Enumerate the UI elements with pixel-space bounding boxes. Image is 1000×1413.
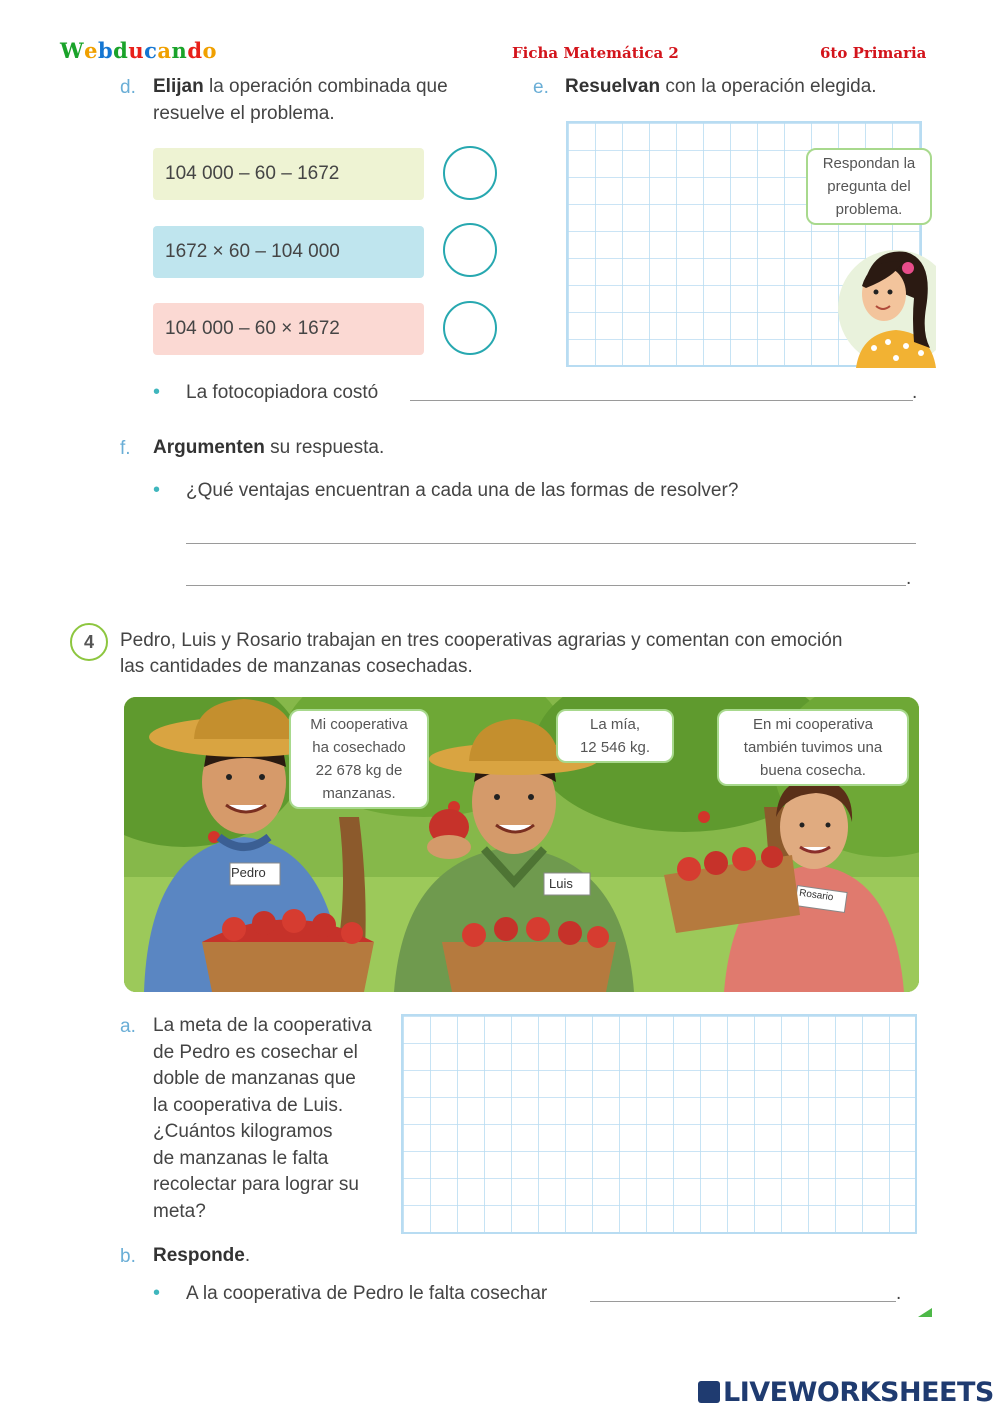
section-e-verb: Resuelvan <box>565 76 661 97</box>
brand-letter: u <box>128 38 145 63</box>
fotocopiadora-answer-line[interactable] <box>410 400 913 401</box>
girl-illustration <box>826 238 936 368</box>
liveworksheets-icon <box>698 1381 720 1403</box>
cooperativas-illustration <box>124 697 919 992</box>
section-b-letter: b. <box>120 1246 136 1267</box>
brand-letter: c <box>144 38 158 63</box>
section-a-letter: a. <box>120 1016 136 1037</box>
ventajas-question: ¿Qué ventajas encuentran a cada una de las formas de resolver? <box>186 480 739 501</box>
section-b-instruction <box>153 1243 250 1269</box>
bubble-pedro-line-2: ha cosechado <box>312 739 406 756</box>
bubble-rosario-line-1: En mi cooperativa <box>752 716 874 733</box>
liveworksheets-text: LIVEWORKSHEETS <box>723 1377 994 1408</box>
section-d-letter: d. <box>120 77 136 98</box>
speech-bubble-rosario <box>717 709 909 786</box>
brand-letter: a <box>157 38 172 63</box>
bubble-girl-line-1: Respondan la <box>822 155 916 172</box>
brand-logo <box>60 38 217 63</box>
bubble-girl-line-2: pregunta del <box>827 178 911 195</box>
problem4-line-2: las cantidades de manzanas cosechadas. <box>120 656 473 677</box>
bubble-pedro-line-1: Mi cooperativa <box>310 716 408 733</box>
bullet-responde: • <box>153 1282 161 1304</box>
section-a-line-2: de Pedro es cosechar el <box>153 1041 358 1063</box>
section-e-instruction <box>565 74 877 100</box>
bullet-fotocopiadora: • <box>153 381 161 403</box>
section-e-letter: e. <box>533 77 549 98</box>
section-f-verb: Argumenten <box>153 437 265 458</box>
ventajas-answer-line-2[interactable] <box>186 585 906 586</box>
choice-circle-1[interactable] <box>443 146 497 200</box>
brand-letter: d <box>113 38 129 63</box>
section-a-question <box>153 1013 398 1225</box>
section-a-line-4: la cooperativa de Luis. <box>153 1094 344 1116</box>
bubble-pedro-line-4: manzanas. <box>322 785 396 802</box>
brand-letter: e <box>84 38 98 63</box>
name-tag-rosario: Rosario <box>798 887 835 904</box>
problem4-line-1: Pedro, Luis y Rosario trabajan en tres cooperativas agrarias y comentan con emoción <box>120 630 843 651</box>
liveworksheets-logo <box>698 1377 994 1408</box>
speech-bubble-luis <box>556 709 674 763</box>
section-d-text1: la operación combinada que <box>203 76 448 97</box>
fotocopiadora-text: La fotocopiadora costó <box>186 382 379 403</box>
speech-bubble-pedro <box>289 709 429 809</box>
operation-option-2: 1672 × 60 – 104 000 <box>153 226 424 278</box>
section-d-verb: Elijan <box>153 76 204 97</box>
section-d-instruction <box>153 74 448 100</box>
section-f-instruction <box>153 435 384 461</box>
responde-end: . <box>896 1283 902 1304</box>
name-tag-luis: Luis <box>549 876 573 891</box>
bubble-rosario-line-2: también tuvimos una <box>743 739 883 756</box>
section-a-line-6: de manzanas le falta <box>153 1147 329 1169</box>
section-f-text: su respuesta. <box>264 437 385 458</box>
choice-circle-2[interactable] <box>443 223 497 277</box>
bubble-luis-line-1: La mía, <box>589 716 641 733</box>
section-a-line-1: La meta de la cooperativa <box>153 1015 372 1036</box>
bubble-luis-line-2: 12 546 kg. <box>579 739 651 756</box>
section-a-line-5: ¿Cuántos kilogramos <box>153 1121 333 1142</box>
section-f-letter: f. <box>120 438 131 459</box>
worksheet-title: Ficha Matemática 2 <box>512 44 679 62</box>
brand-letter: W <box>60 38 85 63</box>
bullet-ventajas: • <box>153 479 161 501</box>
brand-letter: b <box>97 38 114 63</box>
ventajas-end: . <box>906 568 912 589</box>
brand-letter: d <box>187 38 203 63</box>
section-d-text2: resuelve el problema. <box>153 103 335 124</box>
section-a-line-8: meta? <box>153 1200 206 1222</box>
responde-text: A la cooperativa de Pedro le falta cosechar <box>186 1283 548 1304</box>
ventajas-answer-line-1[interactable] <box>186 543 916 544</box>
brand-letter: o <box>202 38 218 63</box>
bubble-rosario-line-3: buena cosecha. <box>760 762 866 779</box>
grade-label: 6to Primaria <box>820 44 927 62</box>
fotocopiadora-end: . <box>912 382 918 403</box>
section-a-line-7: recolectar para lograr su <box>153 1174 359 1195</box>
bubble-girl-line-3: problema. <box>835 201 903 218</box>
section-a-line-3: doble de manzanas que <box>153 1068 356 1089</box>
work-grid-a[interactable] <box>401 1014 917 1234</box>
section-e-text: con la operación elegida. <box>660 76 877 97</box>
section-b-dot: . <box>244 1245 251 1266</box>
bubble-pedro-line-3: 22 678 kg de <box>315 762 403 779</box>
speech-bubble-girl <box>806 148 932 225</box>
name-tag-pedro: Pedro <box>231 865 266 880</box>
corner-triangle <box>918 1308 932 1317</box>
section-b-verb: Responde <box>153 1245 245 1266</box>
problem-number: 4 <box>70 623 108 661</box>
brand-letter: n <box>171 38 188 63</box>
operation-option-1: 104 000 – 60 – 1672 <box>153 148 424 200</box>
choice-circle-3[interactable] <box>443 301 497 355</box>
operation-option-3: 104 000 – 60 × 1672 <box>153 303 424 355</box>
responde-answer-line[interactable] <box>590 1301 896 1302</box>
grid-lines-a <box>403 1016 915 1232</box>
